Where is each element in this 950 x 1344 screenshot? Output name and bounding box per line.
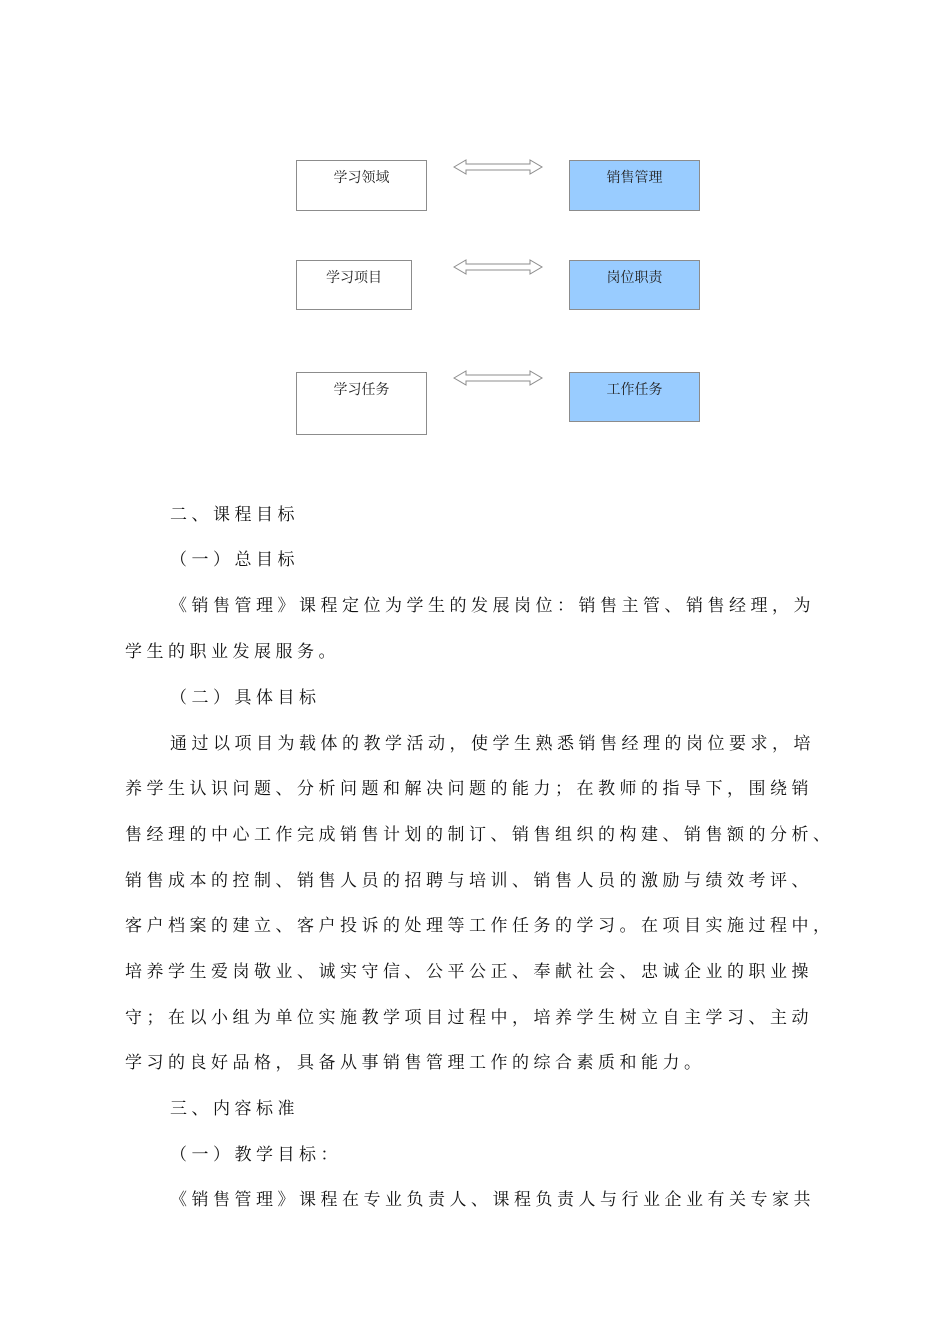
subheading-specific-goals: （二）具体目标 bbox=[170, 688, 321, 708]
diagram-box-sales-management: 销售管理 bbox=[569, 160, 700, 211]
section-heading-course-goals: 二、课程目标 bbox=[170, 505, 299, 525]
diagram-box-job-responsibility: 岗位职责 bbox=[569, 260, 700, 310]
subheading-teaching-goals: （一）教学目标： bbox=[170, 1145, 342, 1165]
paragraph-line: 通过以项目为载体的教学活动，使学生熟悉销售经理的岗位要求，培 bbox=[170, 734, 815, 754]
paragraph-line: 养学生认识问题、分析问题和解决问题的能力；在教师的指导下，围绕销 bbox=[125, 779, 813, 799]
paragraph-line: 学习的良好品格，具备从事销售管理工作的综合素质和能力。 bbox=[125, 1053, 706, 1073]
diagram-box-learning-project: 学习项目 bbox=[296, 260, 412, 310]
double-arrow-icon bbox=[452, 369, 544, 387]
diagram-box-learning-task: 学习任务 bbox=[296, 372, 427, 435]
paragraph-line: 守；在以小组为单位实施教学项目过程中，培养学生树立自主学习、主动 bbox=[125, 1008, 813, 1028]
section-heading-content-standards: 三、内容标准 bbox=[170, 1099, 299, 1119]
paragraph-line: 学生的职业发展服务。 bbox=[125, 642, 340, 662]
paragraph-line: 销售成本的控制、销售人员的招聘与培训、销售人员的激励与绩效考评、 bbox=[125, 871, 813, 891]
paragraph-line: 客户档案的建立、客户投诉的处理等工作任务的学习。在项目实施过程中， bbox=[125, 916, 835, 936]
diagram-box-learning-domain: 学习领域 bbox=[296, 160, 427, 211]
double-arrow-icon bbox=[452, 158, 544, 176]
paragraph-line: 《销售管理》课程定位为学生的发展岗位：销售主管、销售经理，为 bbox=[170, 596, 815, 616]
paragraph-line: 售经理的中心工作完成销售计划的制订、销售组织的构建、销售额的分析、 bbox=[125, 825, 835, 845]
subheading-overall-goal: （一）总目标 bbox=[170, 550, 299, 570]
double-arrow-icon bbox=[452, 258, 544, 276]
diagram-box-work-task: 工作任务 bbox=[569, 372, 700, 422]
paragraph-line: 培养学生爱岗敬业、诚实守信、公平公正、奉献社会、忠诚企业的职业操 bbox=[125, 962, 813, 982]
paragraph-line: 《销售管理》课程在专业负责人、课程负责人与行业企业有关专家共 bbox=[170, 1190, 815, 1210]
